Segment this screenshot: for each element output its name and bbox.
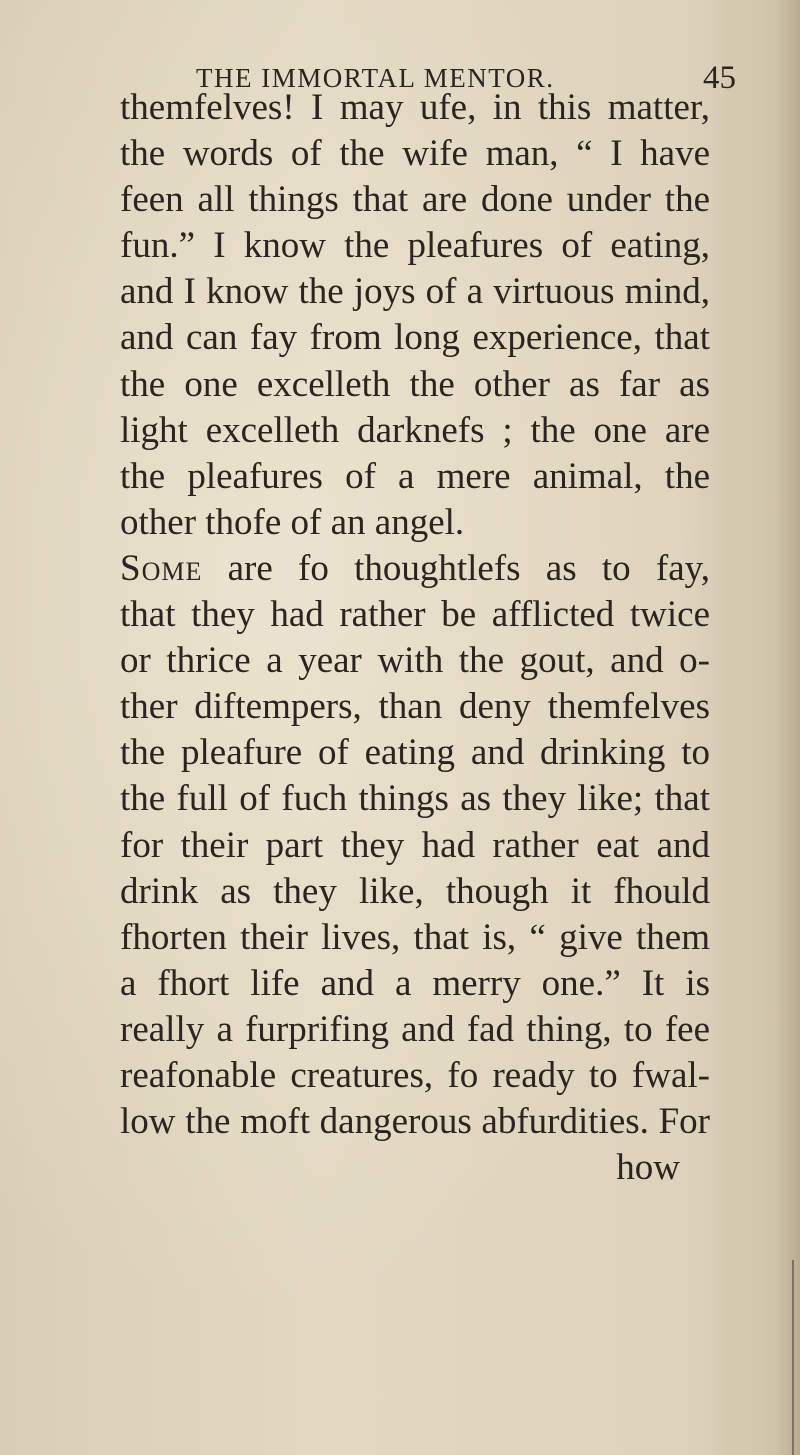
page-number: 45 — [703, 60, 736, 96]
text-line: and I know the joys of a virtuous mind, — [120, 271, 710, 313]
text-line: really a furprifing and fad thing, to fee — [120, 1008, 710, 1050]
text-line: and can fay from long experience, that — [120, 317, 710, 359]
running-title: THE IMMORTAL MENTOR. — [196, 63, 555, 93]
page-edge-shadow — [792, 1260, 794, 1455]
text-line: reafonable creatures, fo ready to fwal- — [120, 1054, 710, 1096]
text-line: light excelleth darknefs ; the one are — [120, 409, 710, 451]
text-line: fun.” I know the pleafures of eating, — [120, 225, 710, 267]
text-line: the pleafure of eating and drinking to — [120, 732, 710, 774]
catchword: how — [616, 1147, 680, 1189]
text-line: ther diftempers, than deny themfelves — [120, 686, 710, 728]
body-text — [120, 85, 710, 1191]
text-line: the full of fuch things as they like; that — [120, 778, 710, 820]
text-line: that they had rather be afflicted twice — [120, 594, 710, 636]
paragraph-start-line: Some are fo thoughtlefs as to fay, — [120, 547, 710, 589]
text-line: low the moft dangerous abfurdities. For — [120, 1101, 710, 1143]
text-line: the pleafures of a mere animal, the — [120, 455, 710, 497]
text-line: the words of the wife man, “ I have — [120, 133, 710, 175]
text-line: fhorten their lives, that is, “ give them — [120, 916, 710, 958]
text-line: or thrice a year with the gout, and o- — [120, 640, 710, 682]
text-line: themfelves! I may ufe, in this matter, — [120, 87, 710, 128]
text-line: feen all things that are done under the — [120, 179, 710, 221]
small-caps-opening-word: Some — [120, 547, 203, 589]
paragraph-end-line: other thofe of an angel. — [120, 501, 465, 543]
text-line: a fhort life and a merry one.” It is — [120, 962, 710, 1004]
text-line: the one excelleth the other as far as — [120, 363, 710, 405]
text-line: for their part they had rather eat and — [120, 824, 710, 866]
text-line: drink as they like, though it fhould — [120, 870, 710, 912]
